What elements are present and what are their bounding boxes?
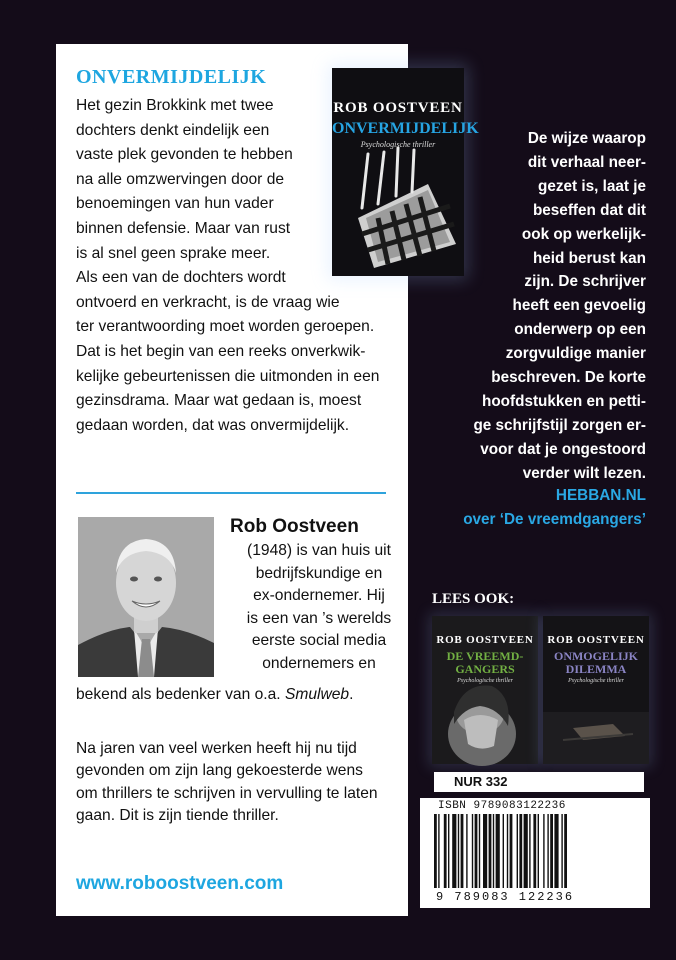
- review-quote: De wijze waarop dit verhaal neer- gezet is, laat je beseffen dat dit ook op werkelijk- heid berust kan zijn. De schrijver heeft een gevoelig onderwerp op een zorgvuldige manier beschreven. De korte hoofdstukken en petti- ge schrijfstijl zorgen er- voor dat je ongestoord verder wilt lezen.: [473, 130, 646, 482]
- author-bio-famous: bekend als bedenker van o.a. Smulweb.: [76, 686, 354, 703]
- book-cover-onmogelijk-dilemma: [543, 616, 649, 764]
- author-photo: [78, 517, 214, 677]
- barcode-bar: [529, 814, 530, 888]
- divider-line: [76, 492, 386, 494]
- barcode-bar: [561, 814, 562, 888]
- barcode-bar: [472, 814, 473, 888]
- nur-code-box: [434, 772, 644, 792]
- cover-subtitle: Psychologische thriller: [568, 678, 624, 684]
- bio-line: (1948) is van huis uit: [247, 542, 391, 559]
- blurb-text: Het gezin Brokkink met twee dochters denkt eindelijk een vaste plek gevonden te hebben na alle omzwervingen door de benoemingen van hun vader binnen defensie. Maar van rust is al snel geen sprake meer. Als een van de dochters wordt ontvoerd en verkracht, is de vraag wie ter verantwoording moet worden geroepen. Dat is het begin van een reeks onverkwik- kelijke gebeurtenissen die uitmonden in een gezinsdrama. Maar wat gedaan is, moest gedaan worden, dat was onvermijdelijk.: [76, 97, 380, 434]
- isbn-barcode: [420, 798, 650, 908]
- author-name: Rob Oostveen: [230, 516, 359, 537]
- barcode-bar: [444, 814, 447, 888]
- cover-title: ONVERMIJDELIJK: [332, 120, 479, 137]
- cover-title-line: DILEMMA: [565, 662, 627, 676]
- barcode-bar: [543, 814, 544, 888]
- barcode-bar: [517, 814, 518, 888]
- bio-line: ondernemers en: [262, 654, 376, 672]
- barcode-bar: [493, 814, 494, 888]
- cover-title: [543, 650, 649, 676]
- nur-code: NUR 332: [454, 774, 508, 789]
- cover-title: [432, 650, 538, 676]
- website-url: www.roboostveen.com: [76, 873, 284, 894]
- isbn-label: ISBN 9789083122236: [438, 800, 566, 812]
- barcode-bar: [533, 814, 536, 888]
- review-source-book: over ‘De vreemdgangers’: [463, 511, 646, 528]
- smulweb-name: Smulweb: [284, 686, 350, 703]
- review-source: [463, 484, 646, 532]
- cover-title-line: DE VREEMD-: [446, 649, 524, 663]
- bio-line: is een van ’s werelds: [246, 609, 392, 627]
- barcode-bar: [503, 814, 504, 888]
- book-cover-de-vreemdgangers: [432, 616, 538, 764]
- bio-line: bedrijfskundige en: [255, 564, 383, 582]
- barcode-bar: [496, 814, 500, 888]
- barcode-bar: [438, 814, 439, 888]
- barcode-bar: [461, 814, 464, 888]
- barcode-bar: [519, 814, 522, 888]
- barcode-bar: [434, 814, 437, 888]
- barcode-bar: [564, 814, 567, 888]
- barcode-number: 9 789083 122236: [436, 890, 575, 904]
- barcode-bar: [554, 814, 558, 888]
- barcode-bar: [538, 814, 539, 888]
- author-bio-more: Na jaren van veel werken heeft hij nu tijd gevonden om zijn lang gekoesterde wens om thrillers te schrijven in vervulling te laten gaan. Dit is zijn tiende thriller.: [76, 740, 378, 825]
- lees-ook-label: LEES OOK:: [432, 591, 515, 607]
- cover-subtitle: Psychologische thriller: [360, 140, 436, 149]
- bio-line: eerste social media: [251, 632, 387, 650]
- barcode-bar: [475, 814, 478, 888]
- cover-title-line: GANGERS: [455, 662, 515, 676]
- cover-author: ROB OOSTVEEN: [436, 634, 534, 646]
- author-bio: [230, 540, 408, 676]
- barcode-bar: [489, 814, 492, 888]
- barcode-bar: [479, 814, 480, 888]
- bio-line: ex-ondernemer. Hij: [253, 587, 385, 605]
- blurb-title: ONVERMIJDELIJK: [76, 66, 267, 88]
- barcode-bar: [547, 814, 548, 888]
- barcode-bar: [524, 814, 528, 888]
- review-source-site: HEBBAN.NL: [555, 487, 646, 504]
- cover-author: ROB OOSTVEEN: [333, 100, 463, 116]
- cover-title-line: ONMOGELIJK: [553, 649, 638, 663]
- barcode-bar: [458, 814, 459, 888]
- barcode-bar: [550, 814, 553, 888]
- barcode-bar: [510, 814, 513, 888]
- cover-subtitle: Psychologische thriller: [457, 678, 513, 684]
- barcode-bar: [466, 814, 467, 888]
- barcode-bar: [507, 814, 508, 888]
- barcode-bar: [483, 814, 487, 888]
- cover-author: ROB OOSTVEEN: [547, 634, 645, 646]
- barcode-bar: [448, 814, 449, 888]
- barcode-bar: [452, 814, 456, 888]
- barcode-bars: [420, 814, 650, 888]
